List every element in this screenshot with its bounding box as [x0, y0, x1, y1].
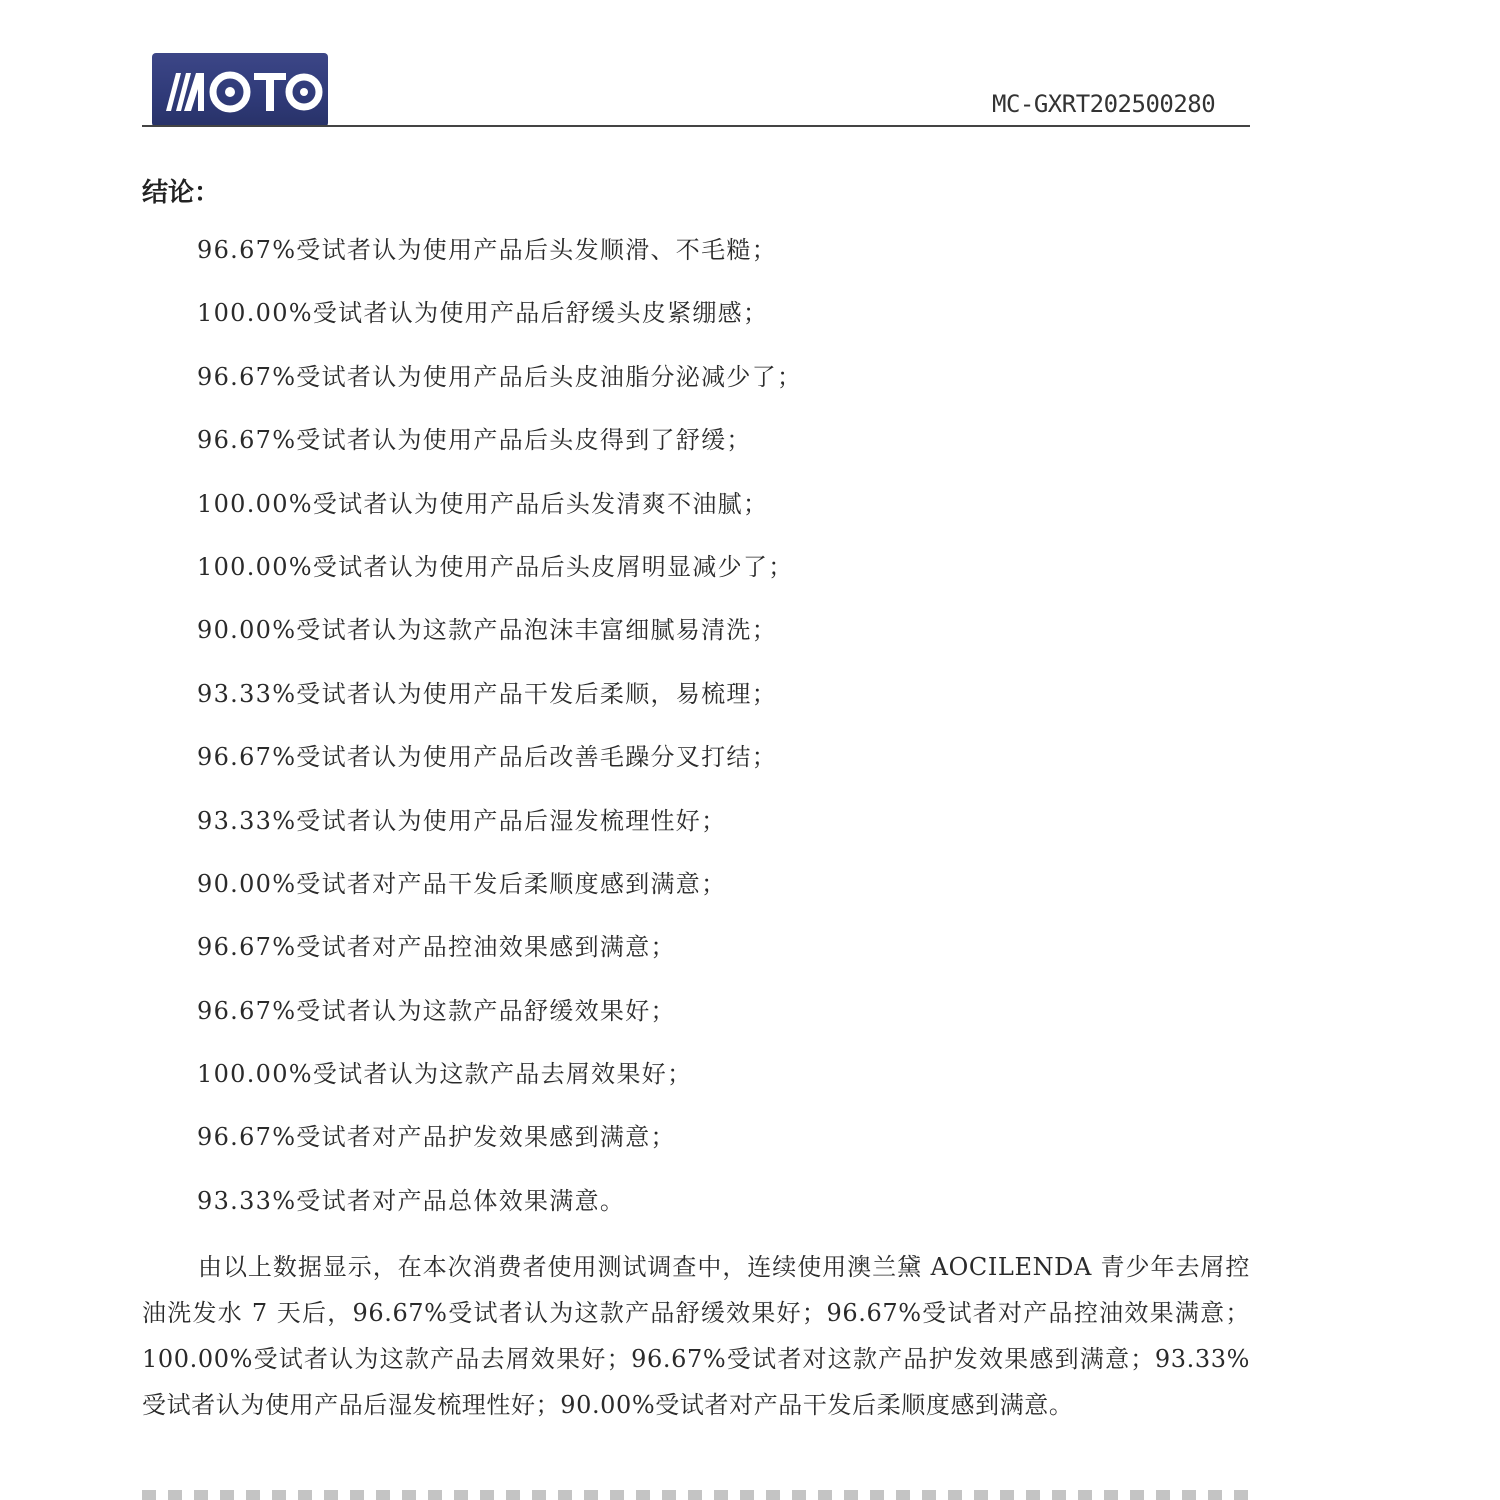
conclusion-item: 96.67%受试者认为使用产品后头发顺滑、不毛糙；: [197, 236, 778, 264]
conclusion-item: 90.00%受试者认为这款产品泡沫丰富细腻易清洗；: [197, 616, 778, 645]
conclusion-item: 100.00%受试者认为使用产品后头皮屑明显减少了；: [197, 552, 794, 581]
page-header: [0, 0, 1500, 130]
conclusion-item: 100.00%受试者认为使用产品后舒缓头皮紧绷感；: [197, 299, 769, 328]
conclusion-item: 93.33%受试者对产品总体效果满意。: [197, 1186, 626, 1215]
conclusion-item: 96.67%受试者认为使用产品后头皮油脂分泌减少了；: [197, 362, 803, 391]
document-id: MC-GXRT202500280: [992, 90, 1216, 118]
conclusion-item: 90.00%受试者对产品干发后柔顺度感到满意；: [197, 869, 727, 898]
mctc-logo-mark: [152, 53, 328, 127]
conclusion-item: 96.67%受试者认为使用产品后改善毛躁分叉打结；: [197, 743, 778, 772]
conclusion-item: 100.00%受试者认为这款产品去屑效果好；: [197, 1060, 693, 1089]
summary-paragraph: 由以上数据显示，在本次消费者使用测试调查中，连续使用澳兰黛 AOCILENDA 青少年去屑控油洗发水 7 天后，96.67%受试者认为这款产品舒缓效果好；96.67%受试者对产品控油效果满意；100.00%受试者认为这款产品去屑效果好；96.67%受试者对这款产品护发效果感到满意；93.33%受试者认为使用产品后湿发梳理性好；90.00%受试者对产品干发后柔顺度感到满意。: [142, 1253, 1250, 1419]
conclusion-item: 93.33%受试者认为使用产品干发后柔顺，易梳理；: [197, 679, 778, 708]
conclusion-item: 100.00%受试者认为使用产品后头发清爽不油腻；: [197, 489, 769, 518]
conclusion-heading: 结论：: [142, 178, 221, 208]
conclusion-item: 96.67%受试者对产品护发效果感到满意；: [197, 1123, 676, 1152]
header-rule: [142, 125, 1250, 127]
conclusion-list: [197, 230, 802, 1244]
conclusion-item: 96.67%受试者认为使用产品后头皮得到了舒缓；: [197, 426, 752, 455]
conclusion-item: 96.67%受试者认为这款产品舒缓效果好；: [197, 996, 676, 1025]
cut-off-next-line: [142, 1490, 1250, 1500]
conclusion-item: 96.67%受试者对产品控油效果感到满意；: [197, 933, 676, 962]
conclusion-item: 93.33%受试者认为使用产品后湿发梳理性好；: [197, 806, 727, 835]
mctc-logo: [152, 53, 328, 127]
